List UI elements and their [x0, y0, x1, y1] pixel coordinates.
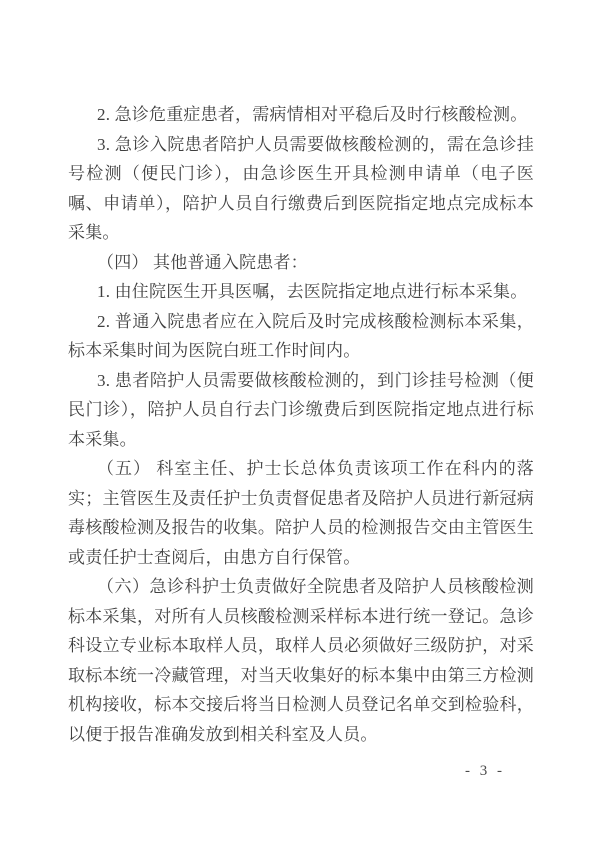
- paragraph-item-2-emergency-critical: 2. 急诊危重症患者，需病情相对平稳后及时行核酸检测。: [97, 105, 528, 124]
- paragraph-section-5-responsibility: （五） 科室主任、护士长总体负责该项工作在科内的落实；主管医生及责任护士负责督促患者及陪护人员进行新冠病毒核酸检测及报告的收集。陪护人员的检测报告交由主管医生或责任护士查阅后，由患方自行保管。: [68, 459, 534, 567]
- paragraph-item-3-emergency-escort: 3. 急诊入院患者陪护人员需要做核酸检测的，需在急诊挂号检测（便民门诊），由急诊医生开具检测申请单（电子医嘱、申请单），陪护人员自行缴费后到医院指定地点完成标本采集。: [68, 134, 534, 242]
- page-number: - 3 -: [465, 763, 505, 779]
- paragraph-item-2-ordinary-inpatient: 2. 普通入院患者应在入院后及时完成核酸检测标本采集，标本采集时间为医院白班工作时间内。: [68, 311, 534, 360]
- paragraph-item-3-escort-outpatient: 3. 患者陪护人员需要做核酸检测的，到门诊挂号检测（便民门诊），陪护人员自行去门诊缴费后到医院指定地点进行标本采集。: [68, 370, 534, 449]
- paragraph-item-1-inpatient-order: 1. 由住院医生开具医嘱，去医院指定地点进行标本采集。: [97, 282, 528, 301]
- document-body: [68, 100, 534, 749]
- paragraph-section-6-emergency-nurse: （六）急诊科护士负责做好全院患者及陪护人员核酸检测标本采集，对所有人员核酸检测采样标本进行统一登记。急诊科设立专业标本取样人员，取样人员必须做好三级防护，对采取标本统一冷藏管理，对当天收集好的标本集中由第三方检测机构接收，标本交接后将当日检测人员登记名单交到检验科，以便于报告准确发放到相关科室及人员。: [68, 577, 534, 744]
- paragraph-section-4-heading: （四） 其他普通入院患者：: [97, 252, 308, 272]
